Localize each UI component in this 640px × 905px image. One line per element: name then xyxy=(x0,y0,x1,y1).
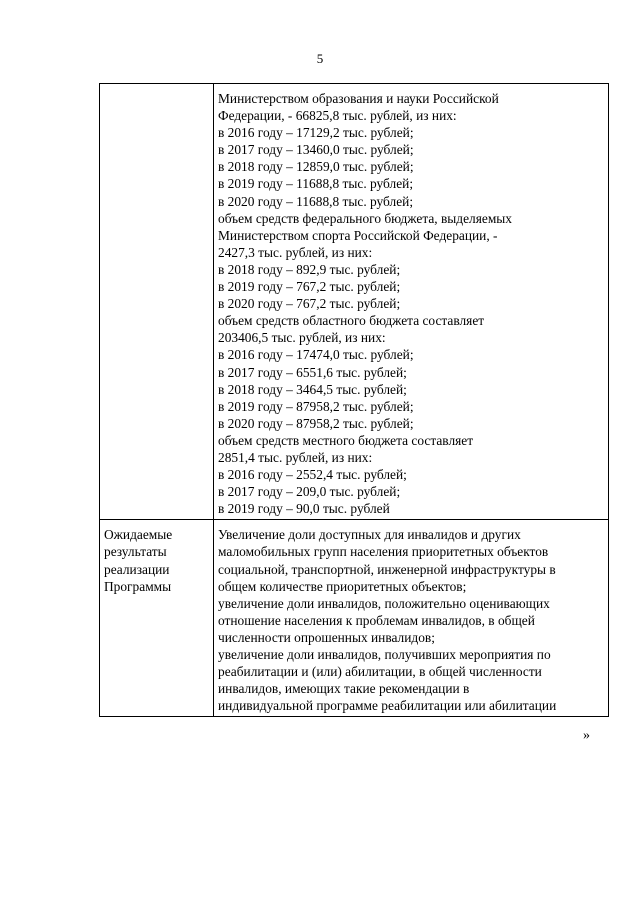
text-line: в 2019 году – 11688,8 тыс. рублей; xyxy=(218,176,414,192)
text-line: в 2018 году – 892,9 тыс. рублей; xyxy=(218,261,401,277)
text-line: общем количестве приоритетных объектов; xyxy=(218,578,467,594)
label-line: результаты xyxy=(104,544,167,560)
text-line: объем средств областного бюджета составляет xyxy=(218,313,485,329)
text-line: в 2019 году – 767,2 тыс. рублей; xyxy=(218,279,401,295)
text-line: в 2020 году – 11688,8 тыс. рублей; xyxy=(218,193,414,209)
text-line: объем средств местного бюджета составляет xyxy=(218,432,474,448)
text-line: 2851,4 тыс. рублей, из них: xyxy=(218,449,373,465)
table-row xyxy=(100,520,609,717)
text-line: в 2016 году – 17129,2 тыс. рублей; xyxy=(218,125,414,141)
text-line: в 2020 году – 87958,2 тыс. рублей; xyxy=(218,415,414,431)
text-line: в 2018 году – 12859,0 тыс. рублей; xyxy=(218,159,414,175)
text-line: Министерством спорта Российской Федерации, - xyxy=(218,227,498,243)
text-line: инвалидов, имеющих такие рекомендации в xyxy=(218,681,470,697)
program-passport-table xyxy=(99,83,609,717)
funding-content-cell xyxy=(214,84,609,520)
text-line: объем средств федерального бюджета, выделяемых xyxy=(218,210,513,226)
text-line: численности опрошенных инвалидов; xyxy=(218,629,435,645)
label-line: реализации xyxy=(104,561,170,577)
text-line: индивидуальной программе реабилитации или абилитации xyxy=(218,698,557,714)
text-line: в 2017 году – 6551,6 тыс. рублей; xyxy=(218,364,407,380)
text-line: в 2019 году – 87958,2 тыс. рублей; xyxy=(218,398,414,414)
text-line: 2427,3 тыс. рублей, из них: xyxy=(218,244,373,260)
closing-quote-mark: » xyxy=(583,728,590,743)
label-line: Программы xyxy=(104,578,172,594)
text-line: увеличение доли инвалидов, получивших мероприятия по xyxy=(218,647,551,662)
text-line: в 2016 году – 17474,0 тыс. рублей; xyxy=(218,347,414,363)
text-line: увеличение доли инвалидов, положительно оценивающих xyxy=(218,595,550,611)
text-line: Федерации, - 66825,8 тыс. рублей, из них: xyxy=(218,108,457,124)
text-line: социальной, транспортной, инженерной инфраструктуры в xyxy=(218,561,556,577)
text-line: в 2018 году – 3464,5 тыс. рублей; xyxy=(218,381,407,397)
expected-results-label-cell xyxy=(100,520,214,717)
text-line: в 2019 году – 90,0 тыс. рублей xyxy=(218,501,390,517)
label-line: Ожидаемые xyxy=(104,527,173,543)
text-line: маломобильных групп населения приоритетных объектов xyxy=(218,544,549,560)
text-line: в 2017 году – 13460,0 тыс. рублей; xyxy=(218,142,414,158)
text-line: в 2016 году – 2552,4 тыс. рублей; xyxy=(218,467,407,483)
expected-results-content-cell xyxy=(214,520,609,717)
text-line: реабилитации и (или) абилитации, в общей численности xyxy=(218,664,542,680)
text-line: в 2020 году – 767,2 тыс. рублей; xyxy=(218,296,401,312)
text-line: Министерством образования и науки Российской xyxy=(218,91,499,106)
text-line: отношение населения к проблемам инвалидов, в общей xyxy=(218,612,535,628)
table-row xyxy=(100,84,609,520)
text-line: Увеличение доли доступных для инвалидов и других xyxy=(218,527,521,543)
page-number: 5 xyxy=(316,51,324,66)
text-line: в 2017 году – 209,0 тыс. рублей; xyxy=(218,484,401,500)
text-line: 203406,5 тыс. рублей, из них: xyxy=(218,330,386,346)
row-label-cell xyxy=(100,84,214,520)
